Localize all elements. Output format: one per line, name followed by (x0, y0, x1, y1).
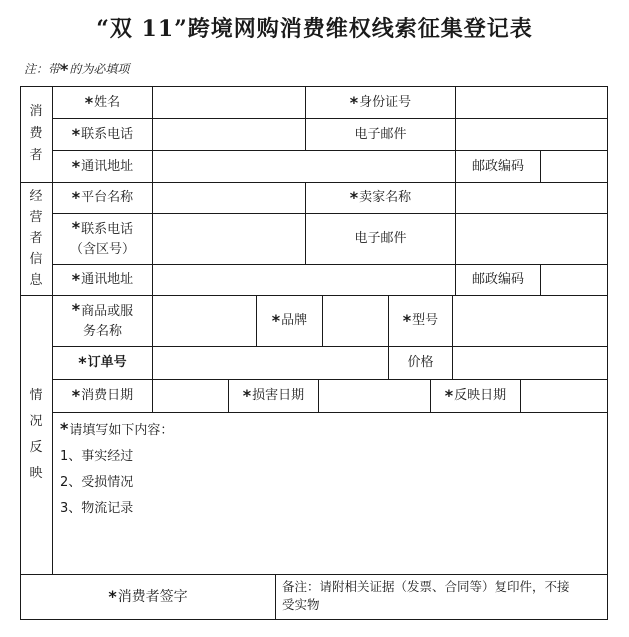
form-title: “双 11”跨境网购消费维权线索征集登记表 (96, 16, 533, 42)
input-damage-date[interactable] (319, 380, 430, 412)
section-char: 者 (29, 231, 43, 246)
note-suffix: 的为必填项 (69, 62, 130, 76)
label-brand: * 品牌 (271, 311, 308, 330)
required-note (24, 60, 129, 79)
label-report-date: * 反映日期 (444, 386, 507, 405)
label-operator-email: 电子邮件 (354, 231, 407, 246)
section-char: 信 (29, 252, 43, 267)
label-address: * 通讯地址 (71, 156, 134, 176)
section-char: 经 (29, 189, 43, 204)
item-logistics: 3、物流记录 (60, 501, 134, 516)
remark-line2: 受实物 (282, 597, 320, 612)
label-order: * 订单号 (78, 353, 127, 372)
label-model: * 型号 (402, 311, 439, 330)
hline (52, 412, 608, 413)
input-operator-postcode[interactable] (541, 265, 607, 295)
input-operator-phone[interactable] (153, 214, 305, 264)
section-operator (20, 182, 52, 295)
label-damage-date: * 损害日期 (242, 386, 305, 405)
label-goods: *商品或服 务名称 (71, 300, 134, 339)
input-postcode[interactable] (541, 151, 607, 182)
remark (282, 578, 604, 618)
input-phone[interactable] (153, 119, 305, 150)
label-postcode: 邮政编码 (471, 158, 524, 174)
label-operator-address: * 通讯地址 (71, 270, 134, 289)
section-char: 映 (29, 465, 43, 481)
instruction: *请填写如下内容： (60, 419, 174, 438)
label-platform: * 平台名称 (71, 188, 134, 207)
section-char: 息 (29, 273, 43, 288)
input-model[interactable] (453, 296, 607, 346)
section-char: 营 (29, 210, 43, 225)
section-char: 费 (29, 126, 43, 141)
label-operator-postcode: 邮政编码 (471, 272, 524, 287)
label-price: 价格 (407, 355, 434, 370)
input-name[interactable] (153, 87, 305, 118)
input-report-date[interactable] (521, 380, 607, 412)
input-operator-address[interactable] (153, 265, 455, 295)
input-operator-email[interactable] (456, 214, 607, 264)
item-facts: 1、事实经过 (60, 449, 134, 464)
item-damage: 2、受损情况 (60, 475, 134, 490)
border-right (607, 86, 608, 620)
input-brand[interactable] (323, 296, 388, 346)
input-seller[interactable] (456, 183, 607, 213)
section-char: 反 (29, 439, 43, 455)
vline (275, 574, 276, 619)
section-char: 情 (29, 387, 43, 403)
input-price[interactable] (453, 347, 607, 379)
section-situation (20, 295, 52, 574)
input-order[interactable] (153, 347, 388, 379)
label-email: 电子邮件 (354, 126, 407, 142)
label-operator-phone: *联系电话 （含区号） (69, 218, 135, 257)
section-consumer (20, 86, 52, 182)
label-phone: * 联系电话 (71, 124, 134, 144)
input-id-number[interactable] (456, 87, 607, 118)
signature-cell[interactable]: * 消费者签字 (108, 587, 188, 606)
remark-line1: 备注：请附相关证据（发票、合同等）复印件，不接 (282, 579, 570, 594)
section-char: 消 (29, 104, 43, 119)
situation-description-area[interactable] (60, 416, 600, 570)
label-seller: * 卖家名称 (349, 188, 412, 207)
section-char: 者 (29, 148, 43, 163)
note-prefix: 注：带 (24, 62, 61, 76)
border-bottom (20, 619, 608, 620)
section-char: 况 (29, 413, 43, 429)
input-buy-date[interactable] (153, 380, 228, 412)
label-buy-date: * 消费日期 (71, 386, 134, 405)
label-id-number: * 身份证号 (349, 92, 412, 112)
registration-table (20, 86, 608, 620)
input-goods[interactable] (153, 296, 256, 346)
input-email[interactable] (456, 119, 607, 150)
input-address[interactable] (153, 151, 455, 182)
input-platform[interactable] (153, 183, 305, 213)
label-name: * 姓名 (84, 92, 121, 112)
note-star: * (60, 60, 69, 79)
